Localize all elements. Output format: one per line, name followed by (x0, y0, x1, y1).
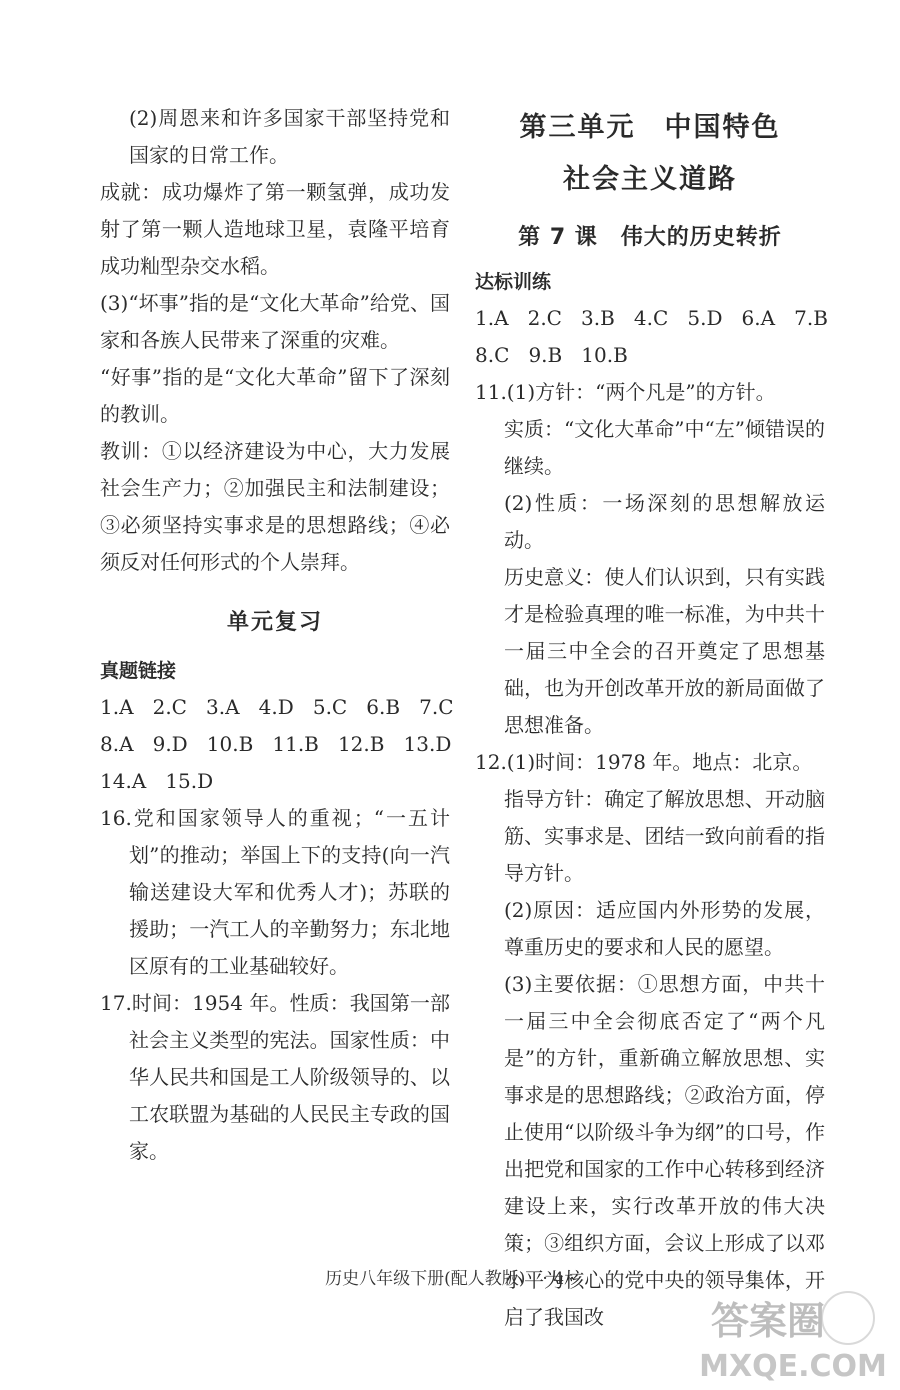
section-heading: 真题链接 (100, 660, 177, 682)
answer-row: 8.C 9.B 10.B (475, 343, 628, 367)
answer-paragraph: (2)原因：适应国内外形势的发展，尊重历史的要求和人民的愿望。 (504, 898, 825, 959)
answer-paragraph: 实质：“文化大革命”中“左”倾错误的继续。 (504, 417, 825, 478)
answer-paragraph: 教训：①以经济建设为中心，大力发展社会生产力；②加强民主和法制建设；③必须坚持实事求是的思想路线；④必须反对任何形式的个人崇拜。 (100, 439, 450, 574)
question-answer-11: 11.(1)方针：“两个凡是”的方针。 (475, 380, 776, 404)
watermark-logo (698, 1288, 888, 1384)
answer-paragraph: 指导方针：确定了解放思想、开动脑筋、实事求是、团结一致向前看的指导方针。 (504, 787, 825, 885)
question-answer-16: 16.党和国家领导人的重视；“一五计划”的推动；举国上下的支持(向一汽输送建设大军和优秀人才)；苏联的援助；一汽工人的辛勤努力；东北地区原有的工业基础较好。 (100, 806, 450, 978)
answer-row: 1.A 2.C 3.B 4.C 5.D 6.A 7.B (475, 306, 828, 330)
unit-title-line2: 社会主义道路 (563, 164, 737, 195)
watermark-bottom-text: MXQE.COM (699, 1349, 887, 1384)
answer-paragraph: 成就：成功爆炸了第一颗氢弹，成功发射了第一颗人造地球卫星，袁隆平培育成功籼型杂交水稻。 (100, 180, 450, 278)
answer-paragraph: “好事”指的是“文化大革命”留下了深刻的教训。 (100, 365, 450, 426)
page-footer: 历史八年级下册(配人教版) · 4 · (325, 1269, 575, 1289)
section-heading: 达标训练 (475, 271, 552, 293)
question-answer-17: 17.时间：1954 年。性质：我国第一部社会主义类型的宪法。国家性质：中华人民共和国是工人阶级领导的、以工农联盟为基础的人民民主专政的国家。 (100, 991, 450, 1163)
right-column (475, 100, 828, 1336)
answer-paragraph: (2)性质：一场深刻的思想解放运动。 (504, 491, 825, 552)
left-column (100, 100, 454, 1170)
watermark-top-text: 答案圈 (710, 1299, 826, 1343)
answer-row: 1.A 2.C 3.A 4.D 5.C 6.B 7.C (100, 695, 454, 719)
unit-title-line1: 第三单元 中国特色 (519, 112, 781, 143)
answer-paragraph: (2)周恩来和许多国家干部坚持党和国家的日常工作。 (129, 106, 450, 167)
answer-paragraph: (3)主要依据：①思想方面，中共十一届三中全会彻底否定了“两个凡是”的方针，重新确立解放思想、实事求是的思想路线；②政治方面，停止使用“以阶级斗争为纲”的口号，作出把党和国家的工作中心转移到经济建设上来，实行改革开放的伟大决策；③组织方面，会议上形成了以邓小平为核心的党中央的领导集体，开启了我国改 (504, 972, 825, 1329)
answer-row: 8.A 9.D 10.B 11.B 12.B 13.D (100, 732, 452, 756)
answer-row: 14.A 15.D (100, 769, 214, 793)
question-answer-12: 12.(1)时间：1978 年。地点：北京。 (475, 750, 813, 774)
lesson-title: 第 7 课 伟大的历史转折 (518, 225, 782, 250)
answer-paragraph: 历史意义：使人们认识到，只有实践才是检验真理的唯一标准，为中共十一届三中全会的召开奠定了思想基础，也为开创改革开放的新局面做了思想准备。 (504, 565, 825, 737)
answer-paragraph: (3)“坏事”指的是“文化大革命”给党、国家和各族人民带来了深重的灾难。 (100, 291, 450, 352)
unit-review-title: 单元复习 (226, 610, 323, 635)
